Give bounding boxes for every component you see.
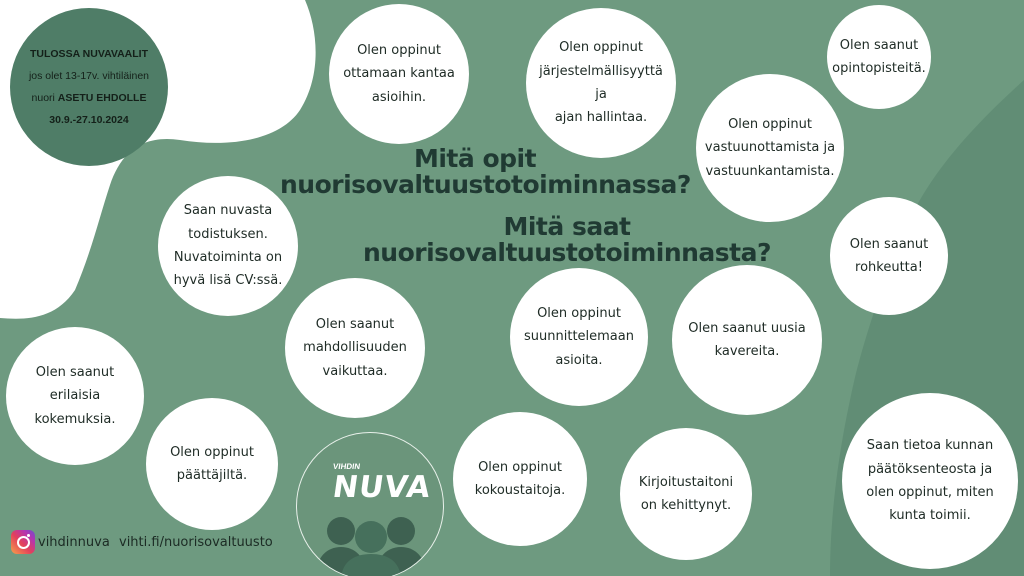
headline-q1-line2: nuorisovaltuustotoiminnassa? xyxy=(280,170,691,200)
bubble-opintopisteet: Olen saanut opintopisteitä. xyxy=(827,5,931,109)
election-info-badge xyxy=(10,8,168,166)
bubble-kaverit: Olen saanut uusia kavereita. xyxy=(672,265,822,415)
bubble-paattajat: Olen oppinut päättäjiltä. xyxy=(146,398,278,530)
election-call: ASETU EHDOLLE xyxy=(57,92,147,104)
vihdin-nuva-logo xyxy=(296,432,444,576)
bubble-kirjoitus: Kirjoitustaitoni on kehittynyt. xyxy=(620,428,752,560)
bubble-kanta: Olen oppinut ottamaan kantaa asioihin. xyxy=(329,4,469,144)
headline-question-2 xyxy=(362,214,772,267)
election-title: TULOSSA NUVAVAALIT xyxy=(29,47,149,60)
bubble-kokemukset: Olen saanut erilaisia kokemuksia. xyxy=(6,327,144,465)
headline-q1-line1: Mitä opit xyxy=(413,144,537,173)
instagram-handle[interactable]: vihdinnuva xyxy=(38,535,110,550)
bubble-jarjestelmallisyys: Olen oppinut järjestelmällisyyttä ja ajan hallintaa. xyxy=(526,8,676,158)
instagram-icon[interactable] xyxy=(11,530,35,554)
bubble-vastuu: Olen oppinut vastuunottamista ja vastuunkantamista. xyxy=(696,74,844,222)
bubble-todistus: Saan nuvasta todistuksen. Nuvatoiminta on hyvä lisä CV:ssä. xyxy=(158,176,298,316)
election-call-line: nuori ASETU EHDOLLE xyxy=(31,92,147,104)
bubble-kokoustaidot: Olen oppinut kokoustaitoja. xyxy=(453,412,587,546)
logo-big-text: NUVA xyxy=(330,470,434,505)
logo-small-text: VIHDIN xyxy=(332,462,361,471)
website-url[interactable]: vihti.fi/nuorisovaltuusto xyxy=(119,535,273,550)
bubble-vaikuttaa: Olen saanut mahdollisuuden vaikuttaa. xyxy=(285,278,425,418)
bubble-kunta: Saan tietoa kunnan päätöksenteosta ja olen oppinut, miten kunta toimii. xyxy=(842,393,1018,569)
election-dates: 30.9.-27.10.2024 xyxy=(49,114,129,127)
election-age-text: jos olet 13-17v. vihtiläinen xyxy=(28,69,150,82)
headline-q2-line1: Mitä saat xyxy=(503,212,631,241)
people-silhouette-icon xyxy=(297,433,444,576)
bubble-suunnittelu: Olen oppinut suunnittelemaan asioita. xyxy=(510,268,648,406)
headline-q2-line2: nuorisovaltuustotoiminnasta? xyxy=(363,238,771,268)
bubble-rohkeus: Olen saanut rohkeutta! xyxy=(830,197,948,315)
